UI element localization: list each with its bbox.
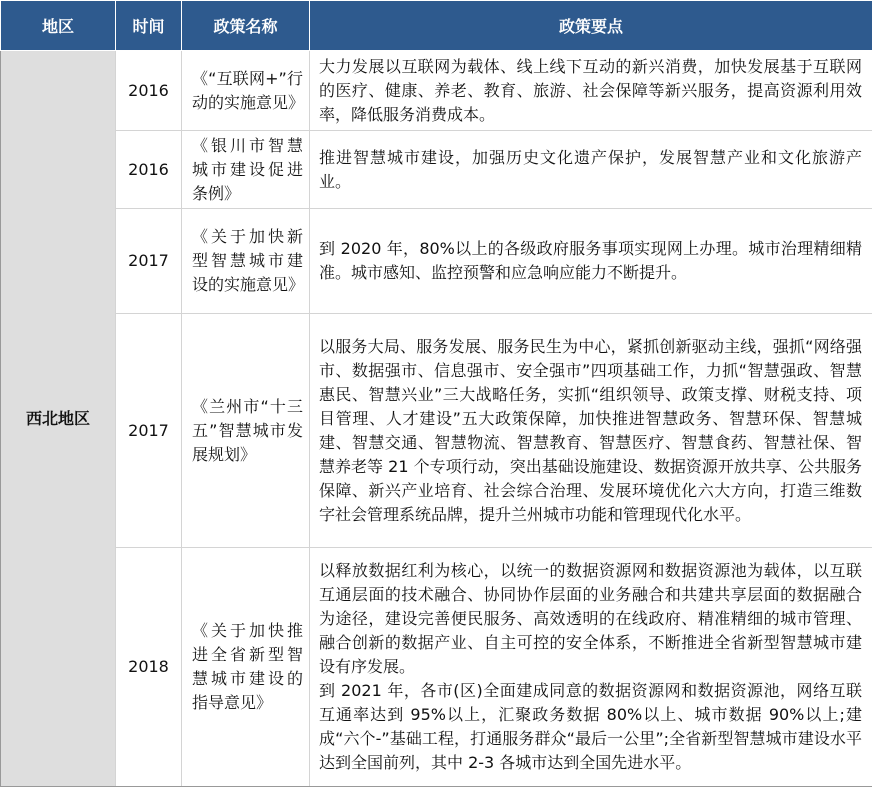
key-point-paragraph: 大力发展以互联网为载体、线上线下互动的新兴消费，加快发展基于互联网的医疗、健康、养老、教育、旅游、社会保障等新兴服务，提高资源利用效率，降低服务消费成本。: [319, 55, 862, 127]
key-points-cell: [310, 209, 872, 314]
key-point-paragraph: 以释放数据红利为核心，以统一的数据资源网和数据资源池为载体，以互联互通层面的技术融合、协同协作层面的业务融合和共建共享层面的数据融合为途径，建设完善便民服务、高效透明的在线政府、精准精细的城市管理、融合创新的数据产业、自主可控的安全体系，不断推进全省新型智慧城市建设有序发展。: [319, 559, 862, 679]
year-cell: 2016: [116, 51, 182, 131]
policy-name-cell: 《银川市智慧城市建设促进条例》: [182, 131, 310, 209]
key-points-cell: [310, 314, 872, 548]
table-row: [1, 548, 872, 787]
region-cell: 西北地区: [1, 51, 116, 787]
header-region: 地区: [1, 1, 116, 51]
table-row: [1, 209, 872, 314]
key-points-cell: [310, 131, 872, 209]
policy-name-cell: 《“互联网+”行动的实施意见》: [182, 51, 310, 131]
policy-name-cell: 《关于加快新型智慧城市建设的实施意见》: [182, 209, 310, 314]
key-point-paragraph: 以服务大局、服务发展、服务民生为中心，紧抓创新驱动主线，强抓“网络强市、数据强市、信息强市、安全强市”四项基础工作，力抓“智慧强政、智慧惠民、智慧兴业”三大战略任务，实抓“组织领导、政策支撑、财税支持、项目管理、人才建设”五大政策保障，加快推进智慧政务、智慧环保、智慧城建、智慧交通、智慧物流、智慧教育、智慧医疗、智慧食药、智慧社保、智慧养老等 21 个专项行动，突出基础设施建设、数据资源开放共享、公共服务保障、新兴产业培育、社会综合治理、发展环境优化六大方向，打造三维数字社会管理系统品牌，提升兰州城市功能和管理现代化水平。: [319, 335, 862, 527]
year-cell: 2017: [116, 209, 182, 314]
table-row: [1, 314, 872, 548]
header-year: 时间: [116, 1, 182, 51]
header-key-points: 政策要点: [310, 1, 872, 51]
key-point-paragraph: 到 2020 年，80%以上的各级政府服务事项实现网上办理。城市治理精细精准。城市感知、监控预警和应急响应能力不断提升。: [319, 237, 862, 285]
table-row: [1, 131, 872, 209]
header-policy-name: 政策名称: [182, 1, 310, 51]
policy-name-cell: 《兰州市“十三五”智慧城市发展规划》: [182, 314, 310, 548]
header-row: [1, 1, 872, 51]
year-cell: 2018: [116, 548, 182, 787]
policy-name-cell: 《关于加快推进全省新型智慧城市建设的指导意见》: [182, 548, 310, 787]
key-points-cell: [310, 548, 872, 787]
key-point-paragraph: 到 2021 年，各市(区)全面建成同意的数据资源网和数据资源池，网络互联互通率达到 95%以上，汇聚政务数据 80%以上、城市数据 90%以上;建成“六个-”基础工程，打通服务群众“最后一公里”;全省新型智慧城市建设水平达到全国前列，其中 2-3 各城市达到全国先进水平。: [319, 679, 862, 775]
year-cell: 2017: [116, 314, 182, 548]
table-row: [1, 51, 872, 131]
key-points-cell: [310, 51, 872, 131]
year-cell: 2016: [116, 131, 182, 209]
key-point-paragraph: 推进智慧城市建设，加强历史文化遗产保护，发展智慧产业和文化旅游产业。: [319, 146, 862, 194]
